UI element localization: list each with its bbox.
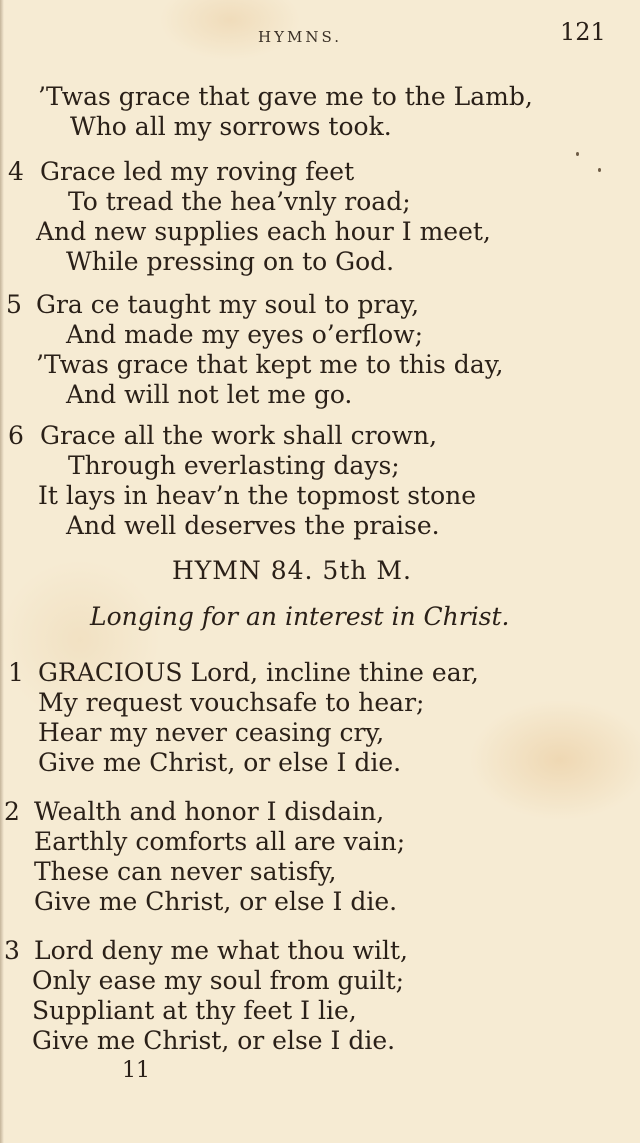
page-number: 121 xyxy=(560,18,606,46)
ink-speck xyxy=(598,168,601,172)
hymn-subtitle: Longing for an interest in Christ. xyxy=(90,602,510,631)
stanza-number: 1 xyxy=(8,658,24,687)
verse-line: It lays in heav’n the topmost stone xyxy=(38,481,477,510)
verse-line: Gra ce taught my soul to pray, xyxy=(36,290,420,319)
verse-line: ’Twas grace that gave me to the Lamb, xyxy=(38,82,533,111)
verse-line: Earthly comforts all are vain; xyxy=(34,827,406,856)
verse-line: To tread the hea’vnly road; xyxy=(68,187,411,216)
verse-line: Hear my never ceasing cry, xyxy=(38,718,385,747)
ink-speck xyxy=(576,152,579,156)
running-title: HYMNS. xyxy=(258,28,342,46)
stanza-number: 6 xyxy=(8,421,24,450)
verse-line: And new supplies each hour I meet, xyxy=(36,217,491,246)
verse-line: And well deserves the praise. xyxy=(66,511,440,540)
signature-mark: 11 xyxy=(122,1058,150,1083)
verse-line: Wealth and honor I disdain, xyxy=(34,797,385,826)
stanza-number: 2 xyxy=(4,797,20,826)
stanza-number: 4 xyxy=(8,157,24,186)
hymn-title: HYMN 84. 5th M. xyxy=(172,556,412,585)
verse-line: My request vouchsafe to hear; xyxy=(38,688,425,717)
verse-line: These can never satisfy, xyxy=(34,857,337,886)
verse-line: While pressing on to God. xyxy=(66,247,395,276)
verse-line: Lord deny me what thou wilt, xyxy=(34,936,408,965)
stanza-number: 3 xyxy=(4,936,20,965)
verse-line: Grace all the work shall crown, xyxy=(40,421,438,450)
verse-line: Suppliant at thy feet I lie, xyxy=(32,996,357,1025)
stanza-number: 5 xyxy=(6,290,22,319)
verse-line: Give me Christ, or else I die. xyxy=(38,748,402,777)
verse-line: Who all my sorrows took. xyxy=(70,112,392,141)
verse-line: Through everlasting days; xyxy=(68,451,400,480)
page-binding-edge xyxy=(0,0,4,1143)
verse-line: Give me Christ, or else I die. xyxy=(32,1026,396,1055)
verse-line: And made my eyes o’erflow; xyxy=(66,320,424,349)
verse-line: And will not let me go. xyxy=(66,380,353,409)
verse-line: GRACIOUS Lord, incline thine ear, xyxy=(38,658,479,687)
verse-line: Only ease my soul from guilt; xyxy=(32,966,405,995)
verse-line: Grace led my roving feet xyxy=(40,157,355,186)
verse-line: Give me Christ, or else I die. xyxy=(34,887,398,916)
verse-line: ’Twas grace that kept me to this day, xyxy=(36,350,504,379)
